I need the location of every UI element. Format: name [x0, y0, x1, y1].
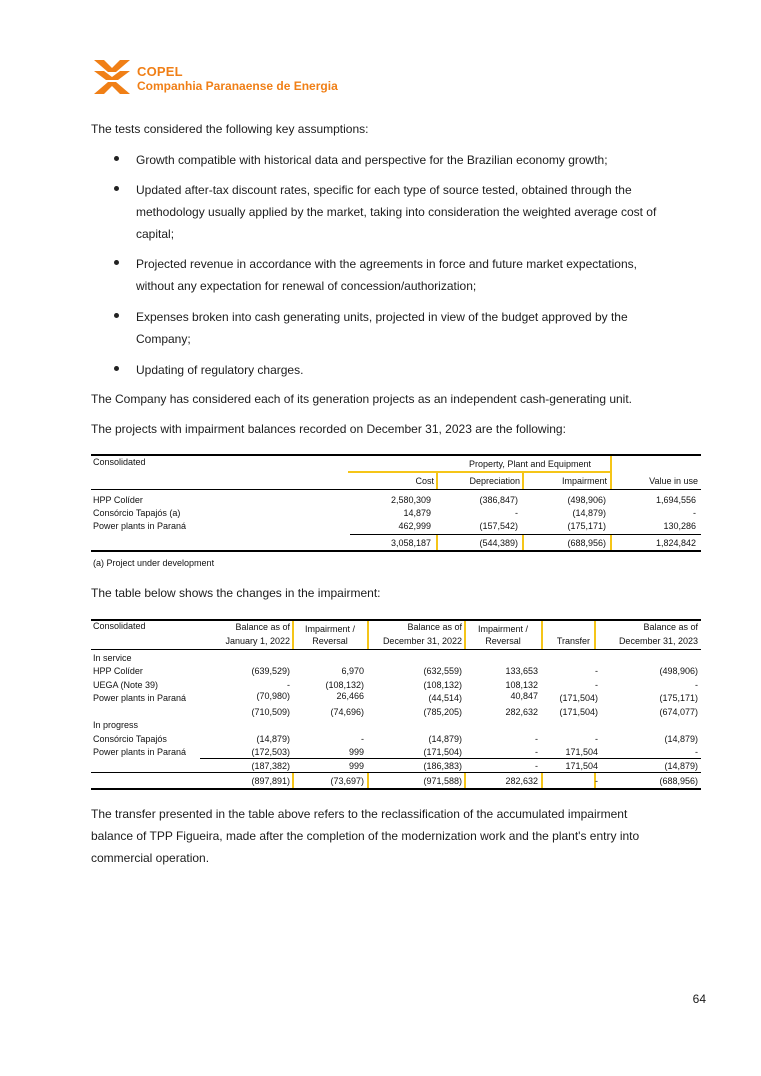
company-name: Companhia Paranaense de Energia	[137, 79, 338, 93]
closing-line: commercial operation.	[91, 851, 210, 865]
projects-paragraph: The projects with impairment balances recorded on December 31, 2023 are the following:	[91, 422, 566, 436]
table-row: Consórcio Tapajós	[93, 734, 167, 744]
section-label: In progress	[93, 720, 139, 730]
col-header: Value in use	[649, 476, 698, 486]
table-row: UEGA (Note 39)	[93, 680, 159, 690]
table-row: Power plants in Paraná	[93, 747, 187, 757]
total-row: (897,891)	[251, 776, 290, 786]
table-label: Consolidated	[93, 621, 146, 631]
subtotal-row: (187,382)	[251, 761, 290, 771]
closing-line: balance of TPP Figueira, made after the completion of the modernization work and the plant's entry into	[91, 829, 640, 843]
table-label: Consolidated	[93, 457, 146, 467]
page-number: 64	[692, 992, 706, 1006]
table-row: Consórcio Tapajós (a)	[93, 508, 181, 518]
col-header: Depreciation	[469, 476, 520, 486]
impairment-changes-table: Consolidated Balance as of January 1, 2022 Impairment / Reversal Balance as of December 31, 2022 Impairment / Reversal Transfer Balance as of December 31, 2023 In service HPP Colíder (639,529) 6,970 (632,559) 133,653 - (498,906) UEGA (Note 39) - (108,132) (108,132) 108,132 - - Power plants in Paraná (70,980) 26,466 (44,514) 40,847 (171,504) (175,171) (710,509) (74,696) (785,205) 282,632 (171,504) (674,077) In progress Consórcio Tapajós (14,879) - (14,879) - - (14,879) Power plants in Paraná (172,503) 999 (171,504) - 171,504 - (187,382) 999 (186,383) - 171,504 (14,879) (897,891) (73,697) (971,588) 282,632 - (688,956)	[0, 0, 761, 1076]
col-header: Cost	[415, 476, 434, 486]
table-row: HPP Colíder	[93, 495, 143, 505]
total-row: 3,058,187	[390, 538, 431, 548]
impairment-balances-table: Consolidated Property, Plant and Equipment Cost Depreciation Impairment Value in use HPP Colíder 2,580,309 (386,847) (498,906) 1,694,556 Consórcio Tapajós (a) 14,879 - (14,879) - Power plants in Paraná 462,999 (157,542) (175,171) 130,286 3,058,187 (544,389) (688,956) 1,824,842 (a) Project under development	[0, 0, 761, 1076]
changes-paragraph: The table below shows the changes in the impairment:	[91, 586, 381, 600]
subtotal-row: (710,509)	[251, 707, 290, 717]
section-label: In service	[93, 653, 132, 663]
closing-line: The transfer presented in the table above refers to the reclassification of the accumulated impairment	[91, 807, 628, 821]
table-row: HPP Colíder	[93, 666, 143, 676]
table-row: Power plants in Paraná	[93, 693, 187, 703]
col-header: Impairment	[561, 476, 607, 486]
group-header: Property, Plant and Equipment	[469, 459, 591, 469]
table-row: Power plants in Paraná	[93, 521, 187, 531]
brand-name: COPEL	[137, 64, 183, 79]
independent-paragraph: The Company has considered each of its generation projects as an independent cash-generating unit.	[91, 392, 633, 406]
intro-text: The tests considered the following key assumptions:	[91, 122, 369, 136]
footnote: (a) Project under development	[93, 558, 215, 568]
